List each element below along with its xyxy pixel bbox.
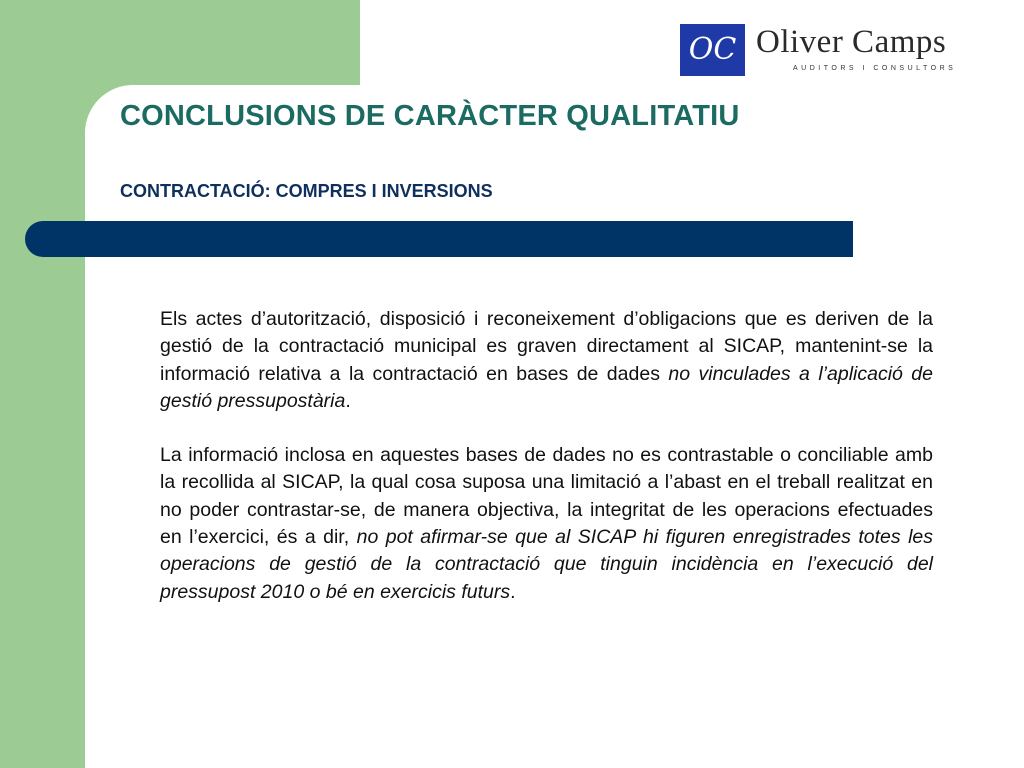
- paragraph-1: [160, 306, 933, 415]
- header-bar: [25, 221, 853, 257]
- paragraph-1-text: Els actes d’autorització, disposició i reconeixement d’obligacions que es deriven de la gestió de la contractació municipal es graven directament al SICAP, mantenint-se la informació relativa a la contractació en bases de dades: [160, 308, 933, 385]
- paragraph-1-italic: no vinculades a l’aplicació de gestió pressupostària: [160, 362, 933, 412]
- paragraph-2-text: La informació inclosa en aquestes bases de dades no es contrastable o conciliable amb la recollida al SICAP, la qual cosa suposa una limitació a l’abast en el treball realitzat en no poder contrastar-se, de manera objectiva, la integritat de les operacions efectuades en l’exercici, és a dir,: [160, 444, 933, 549]
- logo-tagline: AUDITORS I CONSULTORS: [793, 65, 957, 72]
- slide-title: CONCLUSIONS DE CARÀCTER QUALITATIU: [120, 100, 740, 132]
- paragraph-2-tail: .: [510, 580, 516, 603]
- logo-mark: OC: [680, 24, 745, 76]
- paragraph-1-tail: .: [345, 389, 351, 412]
- logo-name: Oliver Camps: [756, 24, 947, 60]
- slide-subtitle: CONTRACTACIÓ: COMPRES I INVERSIONS: [120, 181, 493, 201]
- body-text: [160, 306, 933, 606]
- company-logo: [680, 24, 970, 76]
- paragraph-2-italic: no pot afirmar-se que al SICAP hi figuren enregistrades totes les operacions de gestió de la contractació que tinguin incidència en l’execució del pressupost 2010 o bé en exercicis futurs: [160, 526, 933, 603]
- paragraph-2: [160, 442, 933, 606]
